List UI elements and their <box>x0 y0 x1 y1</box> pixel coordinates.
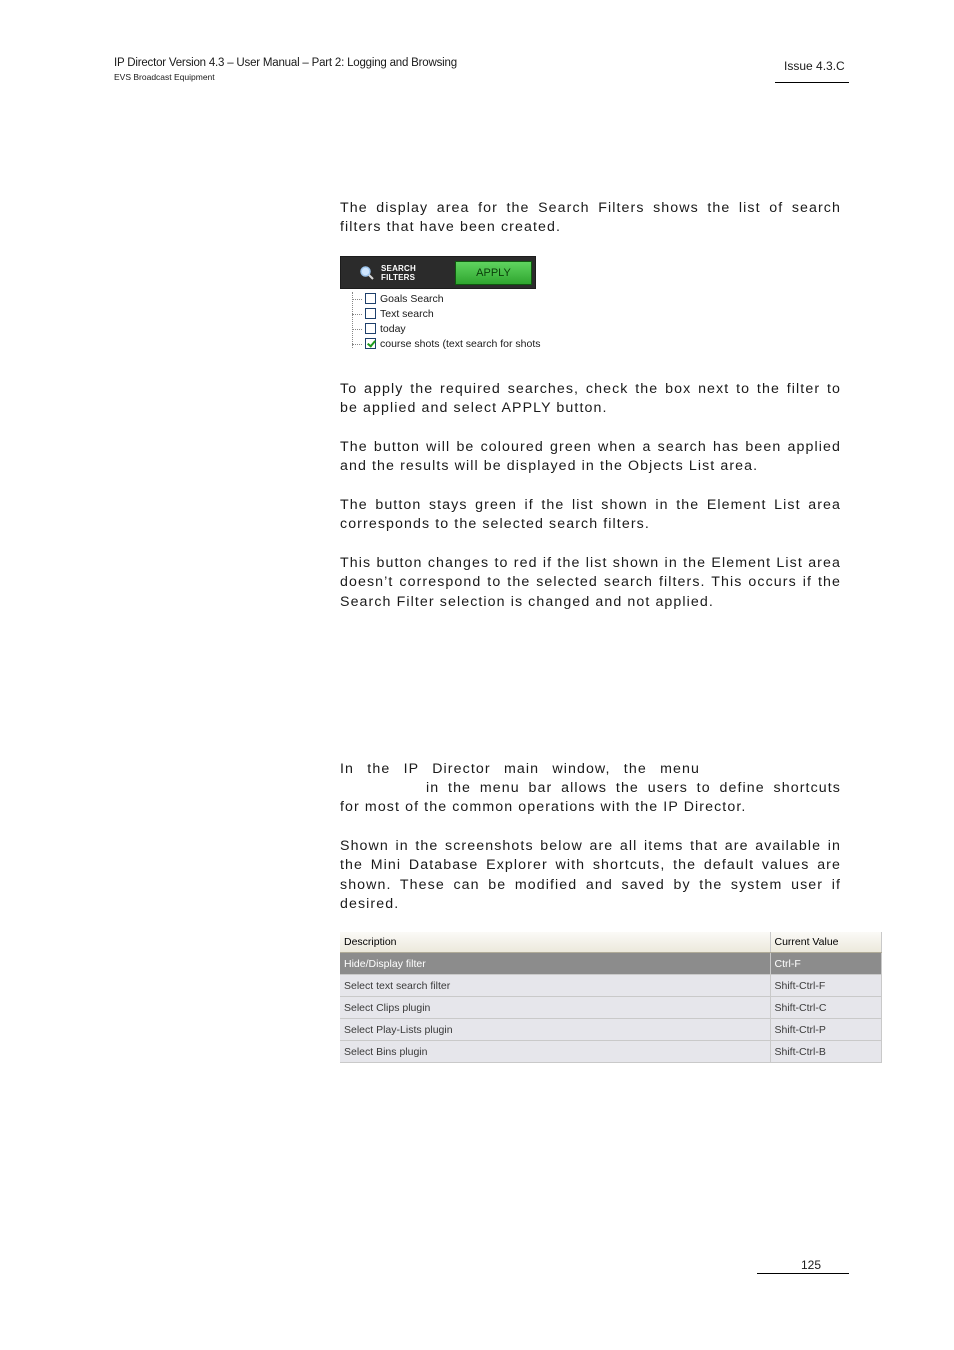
shortcut-description: Select Bins plugin <box>340 1041 770 1063</box>
search-filters-label: SEARCH FILTERS <box>381 264 416 282</box>
table-header-row <box>340 932 882 953</box>
column-header-description[interactable]: Description <box>340 932 770 953</box>
apply-button[interactable]: APPLY <box>455 261 532 285</box>
issue-number: Issue 4.3.C <box>784 59 845 73</box>
paragraph-shortcuts-line3: for most of the common operations with the IP Director. <box>340 799 747 815</box>
filter-checkbox[interactable] <box>365 308 376 319</box>
shortcut-description: Hide/Display filter <box>340 953 770 975</box>
shortcut-description: Select text search filter <box>340 975 770 997</box>
shortcut-value: Shift-Ctrl-F <box>770 975 882 997</box>
filter-label: Text search <box>380 308 434 320</box>
table-row[interactable] <box>340 997 882 1019</box>
document-title: IP Director Version 4.3 – User Manual – Part 2: Logging and Browsing <box>114 57 457 69</box>
list-item[interactable] <box>352 292 542 307</box>
paragraph-shortcuts-line1: In the IP Director main window, the menu <box>340 761 700 777</box>
table-row[interactable] <box>340 1019 882 1041</box>
filter-label: Goals Search <box>380 293 444 305</box>
search-filters-toolbar <box>340 256 536 289</box>
filter-label: course shots (text search for shots <box>380 338 541 350</box>
magnifier-icon <box>359 265 375 281</box>
shortcut-value: Ctrl-F <box>770 953 882 975</box>
paragraph-apply-instructions: To apply the required searches, check the box next to the filter to be applied and select APPLY button. <box>340 381 841 417</box>
shortcut-value: Shift-Ctrl-B <box>770 1041 882 1063</box>
document-publisher: EVS Broadcast Equipment <box>114 72 215 82</box>
shortcut-value: Shift-Ctrl-C <box>770 997 882 1019</box>
shortcuts-table <box>340 932 882 1063</box>
shortcut-description: Select Clips plugin <box>340 997 770 1019</box>
paragraph-red-state: This button changes to red if the list shown in the Element List area doesn’t correspond to the selected search filters. This occurs if the Search Filter selection is changed and not applied. <box>340 555 841 610</box>
paragraph-shortcuts-line2: in the menu bar allows the users to define shortcuts <box>426 780 841 796</box>
column-header-current-value[interactable]: Current Value <box>770 932 882 953</box>
list-item[interactable] <box>352 307 542 322</box>
paragraph-green-applied: The button will be coloured green when a search has been applied and the results will be displayed in the Objects List area. <box>340 439 841 475</box>
paragraph-screenshots-intro: Shown in the screenshots below are all items that are available in the Mini Database Explorer with shortcuts, the default values are shown. These can be modified and saved by the system user if desired. <box>340 838 841 912</box>
filter-checkbox-checked[interactable] <box>365 338 376 349</box>
search-filters-panel <box>340 256 541 356</box>
table-row[interactable] <box>340 1041 882 1063</box>
filter-checkbox[interactable] <box>365 293 376 304</box>
filter-checkbox[interactable] <box>365 323 376 334</box>
header-rule <box>775 82 849 83</box>
paragraph-search-filters-intro: The display area for the Search Filters shows the list of search filters that have been created. <box>340 200 841 236</box>
shortcut-value: Shift-Ctrl-P <box>770 1019 882 1041</box>
shortcut-description: Select Play-Lists plugin <box>340 1019 770 1041</box>
paragraph-green-stays: The button stays green if the list shown in the Element List area corresponds to the selected search filters. <box>340 497 841 533</box>
page-number: 125 <box>801 1258 822 1272</box>
table-row[interactable] <box>340 953 882 975</box>
list-item[interactable] <box>352 337 542 352</box>
filter-label: today <box>380 323 406 335</box>
table-row[interactable] <box>340 975 882 997</box>
footer-rule <box>757 1273 849 1274</box>
list-item[interactable] <box>352 322 542 337</box>
